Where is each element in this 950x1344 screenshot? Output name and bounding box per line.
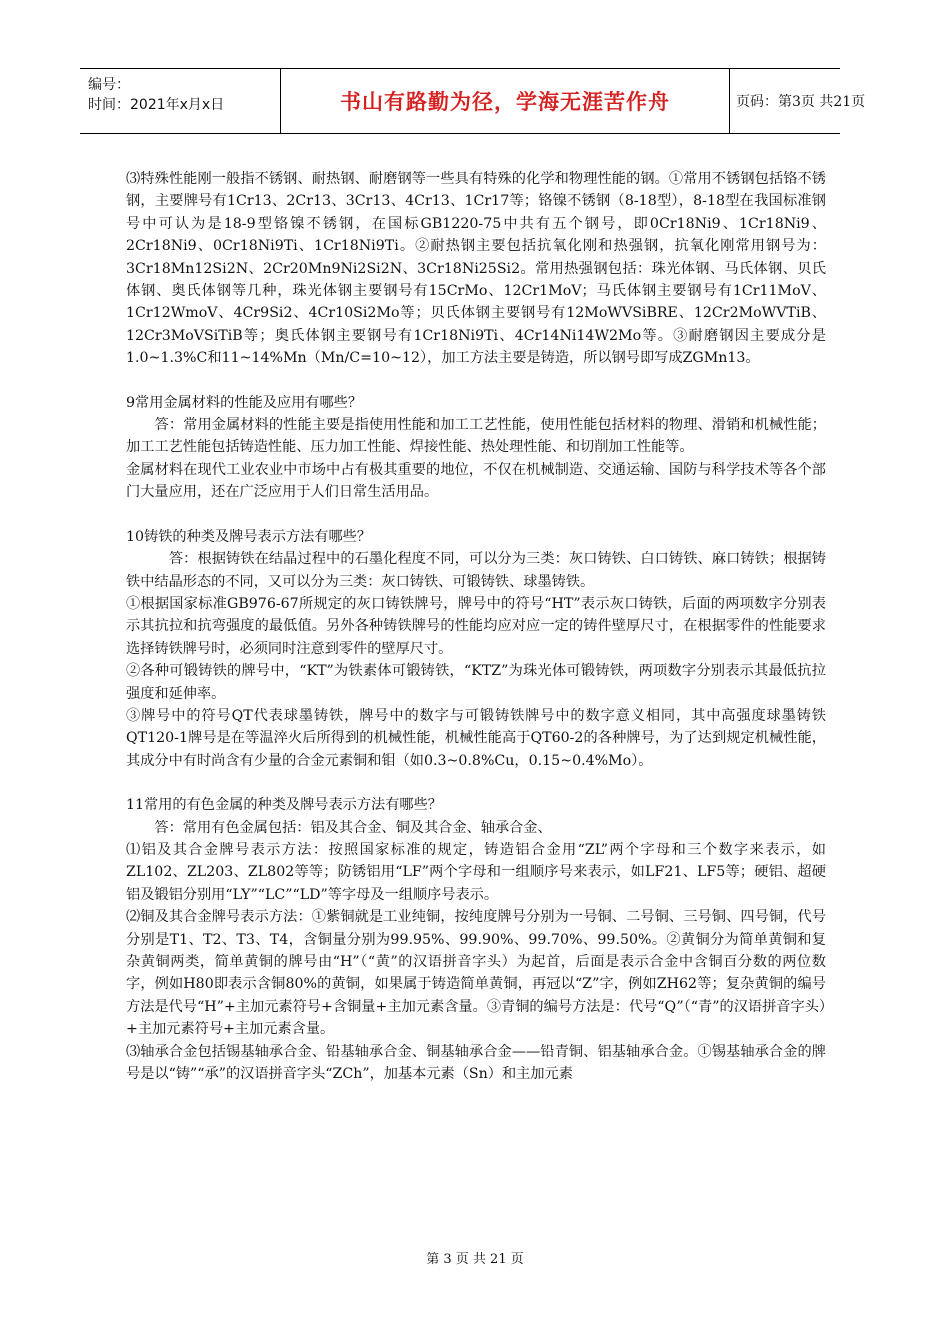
header-motto: 书山有路勤为径，学海无涯苦作舟	[280, 69, 730, 133]
paragraph-special-steel: ⑶特殊性能刚一般指不锈钢、耐热钢、耐磨钢等一些具有特殊的化学和物理性能的钢。①常用不锈钢包括铬不锈钢，主要牌号有1Cr13、2Cr13、3Cr13、4Cr13、1Cr17等；铬镍不锈钢（8-18型），8-18型在我国标准钢号中可认为是18-9型铬镍不锈钢，在国标GB1220-75中共有五个钢号，即0Cr18Ni9、1Cr18Ni9、2Cr18Ni9、0Cr18Ni9Ti、1Cr18Ni9Ti。②耐热钢主要包括抗氧化刚和热强钢，抗氧化刚常用钢号为：3Cr18Mn12Si2N、2Cr20Mn9Ni2Si2N、3Cr18Ni25Si2。常用热强钢包括：珠光体钢、马氏体钢、贝氏体钢、奥氏体钢等几种，珠光体钢主要钢号有15CrMo、12Cr1MoV；马氏体钢主要钢号有1Cr11MoV、1Cr12WmoV、4Cr9Si2、4Cr10Si2Mo等；贝氏体钢主要钢号有12MoWVSiBRE、12Cr2MoWVTiB、12Cr3MoVSiTiB等；奥氏体钢主要钢号有1Cr18Ni9Ti、4Cr14Ni14W2Mo等。③耐磨钢因主要成分是1.0~1.3%C和11~14%Mn（Mn/C=10~12），加工方法主要是铸造，所以钢号即写成ZGMn13。	[126, 171, 826, 367]
answer-10-item-2: ②各种可锻铸铁的牌号中，“KT”为铁素体可锻铸铁，“KTZ”为珠光体可锻铸铁，两项数字分别表示其最低抗拉强度和延伸率。	[126, 663, 826, 702]
answer-11-copper: ⑵铜及其合金牌号表示方法：①紫铜就是工业纯铜，按纯度牌号分别为一号铜、二号铜、三号铜、四号铜，代号分别是T1、T2、T3、T4，含铜量分别为99.95%、99.90%、99.70%、99.50%。②黄铜分为简单黄铜和复杂黄铜两类，简单黄铜的牌号由“H”（“黄”的汉语拼音字头）为起首，后面是表示合金中含铜百分数的两位数字，例如H80即表示含铜80%的黄铜，如果属于铸造简单黄铜，再冠以“Z”字，例如ZH62等；复杂黄铜的编号方法是代号“H”+主加元素符号+含铜量+主加元素含量。③青铜的编号方法是：代号“Q”（“青”的汉语拼音字头）+主加元素符号+主加元素含量。	[126, 909, 826, 1038]
header-meta	[80, 69, 280, 133]
answer-11-bearing-alloy: ⑶轴承合金包括锡基轴承合金、铅基轴承合金、铜基轴承合金——铅青铜、铝基轴承合金。①锡基轴承合金的牌号是以“铸”“承”的汉语拼音字头“ZCh”，加基本元素（Sn）和主加元素	[126, 1043, 826, 1083]
question-10-heading: 10铸铁的种类及牌号表示方法有哪些？	[126, 528, 372, 545]
answer-10-item-3: ③牌号中的符号QT代表球墨铸铁，牌号中的数字与可锻铸铁牌号中的数字意义相同，其中高强度球墨铸铁QT120-1牌号是在等温淬火后所得到的机械性能，机械性能高于QT60-2的各种牌号，为了达到规定机械性能，其成分中有时尚含有少量的合金元素铜和钼（如0.3~0.8%Cu，0.15~0.4%Mo）。	[126, 707, 826, 769]
document-body	[126, 168, 826, 1085]
paragraph-gap	[126, 370, 826, 392]
document-time-label: 时间：2021年x月x日	[88, 97, 225, 113]
document-number-label: 编号：	[88, 77, 130, 93]
answer-9-paragraph-2: 金属材料在现代工业农业中市场中占有极其重要的地位，不仅在机械制造、交通运输、国防与科学技术等各个部门大量应用，还在广泛应用于人们日常生活用品。	[126, 461, 826, 501]
answer-11-intro: 答：常用有色金属包括：铝及其合金、铜及其合金、轴承合金、	[126, 819, 552, 836]
paragraph-gap	[126, 772, 826, 794]
answer-11-aluminum: ⑴铝及其合金牌号表示方法：按照国家标准的规定，铸造铝合金用“ZL”两个字母和三个数字来表示，如ZL102、ZL203、ZL802等等；防锈铝用“LF”两个字母和一组顺序号来表示，如LF21、LF5等；硬铝、超硬铝及锻铝分别用“LY”“LC”“LD”等字母及一组顺序号表示。	[126, 841, 826, 903]
question-11-heading: 11常用的有色金属的种类及牌号表示方法有哪些？	[126, 797, 442, 814]
question-9-heading: 9常用金属材料的性能及应用有哪些？	[126, 394, 363, 411]
answer-10-paragraph: 答：根据铸铁在结晶过程中的石墨化程度不同，可以分为三类：灰口铸铁、白口铸铁、麻口铸铁；根据铸铁中结晶形态的不同，又可以分为三类：灰口铸铁、可锻铸铁、球墨铸铁。	[126, 551, 826, 590]
answer-9-paragraph: 答：常用金属材料的性能主要是指使用性能和加工工艺性能，使用性能包括材料的物理、滑销和机械性能；加工工艺性能包括铸造性能、压力加工性能、焊接性能、热处理性能、和切削加工性能等。	[126, 417, 826, 456]
header-page-label: 页码：第3页 共21页	[736, 94, 866, 110]
paragraph-gap	[126, 504, 826, 526]
page-header	[80, 68, 866, 134]
page-footer: 第 3 页 共 21 页	[426, 1252, 524, 1267]
answer-10-item-1: ①根据国家标准GB976-67所规定的灰口铸铁牌号，牌号中的符号“HT”表示灰口铸铁，后面的两项数字分别表示其抗拉和抗弯强度的最低值。另外各种铸铁牌号的性能均应对应一定的铸件壁厚尺寸，在根据零件的性能要求选择铸铁牌号时，必须同时注意到零件的壁厚尺寸。	[126, 595, 826, 657]
